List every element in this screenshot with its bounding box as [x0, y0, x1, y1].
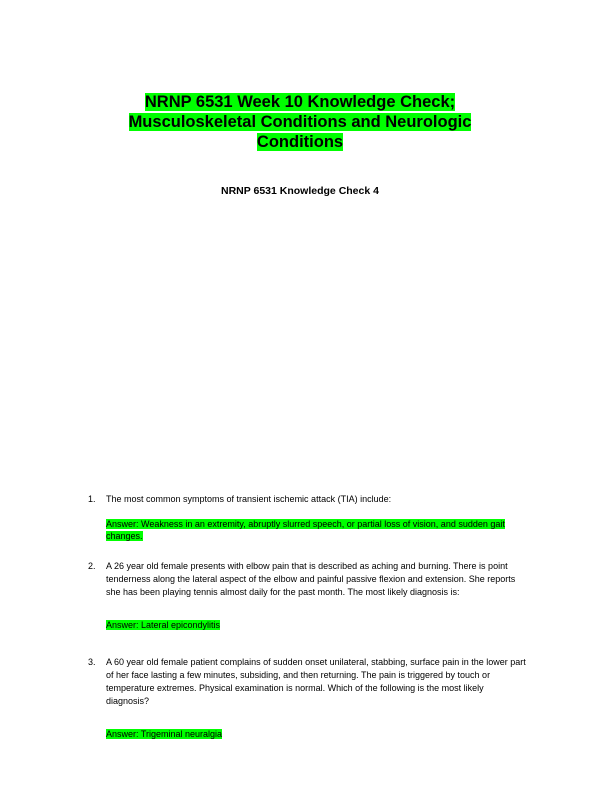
- title-line-3: Conditions: [256, 133, 344, 151]
- title-line-2: Musculoskeletal Conditions and Neurologic: [128, 113, 472, 131]
- question-item: [88, 656, 528, 740]
- answer-block: [106, 728, 528, 740]
- question-number: 3.: [88, 657, 96, 667]
- answer-block: [106, 619, 528, 631]
- question-text: A 60 year old female patient complains of sudden onset unilateral, stabbing, surface pain in the lower part of her face lasting a few minutes, subsiding, and then returning. The pain is triggered by touch or temperature extremes. Physical examination is normal. Which of the following is the most likely diagnosis?: [106, 657, 526, 706]
- answer-block: [106, 518, 528, 542]
- page-title: [60, 92, 540, 152]
- question-number: 2.: [88, 561, 96, 571]
- answer-text: Answer: Lateral epicondylitis: [106, 620, 221, 630]
- answer-text: Answer: Weakness in an extremity, abruptly slurred speech, or partial loss of vision, and sudden gait changes.: [106, 519, 505, 541]
- question-number: 1.: [88, 494, 96, 504]
- question-item: [88, 560, 528, 631]
- question-text: A 26 year old female presents with elbow pain that is described as aching and burning. There is point tenderness along the lateral aspect of the elbow and painful passive flexion and extension. She reports she has been playing tennis almost daily for the past month. The most likely diagnosis is:: [106, 561, 516, 597]
- title-line-1: NRNP 6531 Week 10 Knowledge Check;: [144, 93, 456, 111]
- answer-text: Answer: Trigeminal neuralgia: [106, 729, 223, 739]
- page-subtitle: NRNP 6531 Knowledge Check 4: [221, 185, 379, 197]
- question-item: [88, 493, 528, 542]
- question-text: The most common symptoms of transient ischemic attack (TIA) include:: [106, 494, 392, 504]
